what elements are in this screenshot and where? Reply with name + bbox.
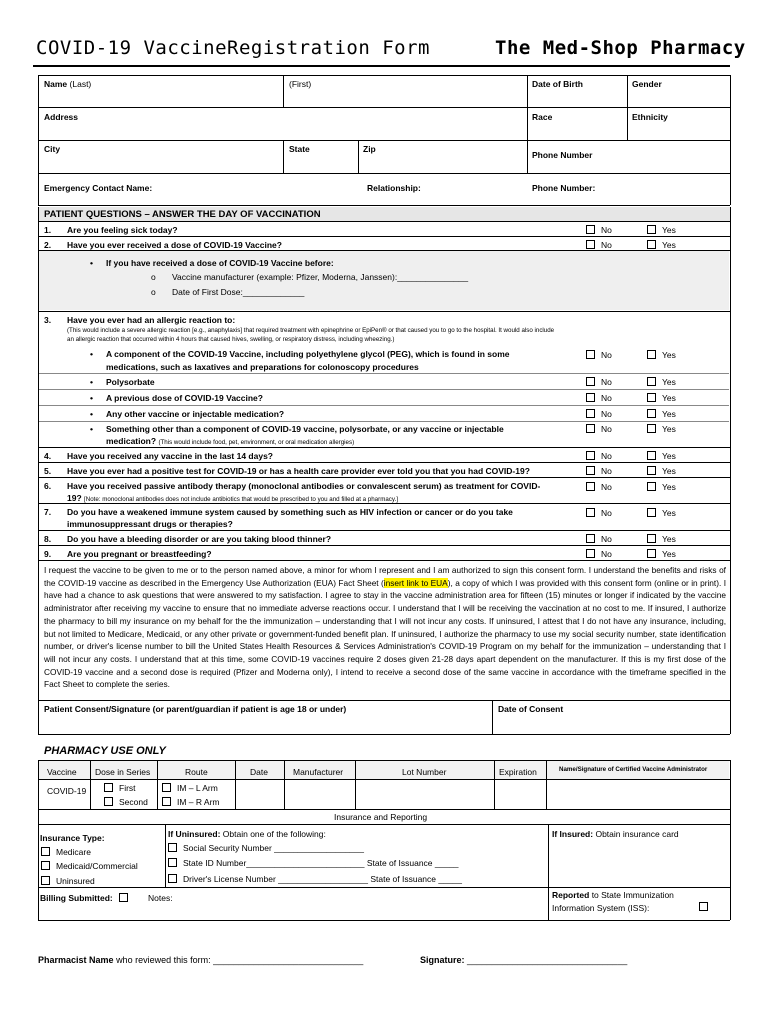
q8-yes[interactable]: Yes bbox=[647, 534, 676, 544]
medicare-option[interactable]: Medicare bbox=[41, 847, 91, 857]
checkbox-icon bbox=[586, 451, 595, 460]
checkbox-icon bbox=[647, 482, 656, 491]
q1-yes[interactable]: Yes bbox=[647, 225, 676, 235]
q3-number: 3. bbox=[44, 315, 52, 325]
checkbox-icon bbox=[647, 451, 656, 460]
consent-rule-bottom bbox=[38, 734, 730, 735]
q3a-no[interactable]: No bbox=[586, 350, 612, 360]
bullet: • bbox=[90, 409, 93, 419]
name-last-field[interactable]: Name (Last) bbox=[44, 79, 92, 89]
q5-text: Have you ever had a positive test for COVID-19 or has a health care provider ever told you that you had COVID-19? bbox=[67, 466, 530, 476]
checkbox-icon bbox=[168, 858, 177, 867]
checkbox-icon bbox=[647, 409, 656, 418]
q3-e-text-1: Something other than a component of COVID-19 vaccine, polysorbate, or any vaccine or injectable bbox=[106, 424, 504, 434]
col-admin: Name/Signature of Certified Vaccine Administrator bbox=[559, 766, 708, 773]
consent-right-rule bbox=[730, 700, 731, 734]
q2-sub-text: If you have received a dose of COVID-19 Vaccine before: bbox=[106, 258, 334, 268]
checkbox-icon bbox=[586, 240, 595, 249]
q2-yes[interactable]: Yes bbox=[647, 240, 676, 250]
reported-label: Reported to State Immunization bbox=[552, 890, 674, 900]
q3c-yes[interactable]: Yes bbox=[647, 393, 676, 403]
dose-second-option[interactable]: Second bbox=[104, 797, 148, 807]
ethnicity-field[interactable]: Ethnicity bbox=[632, 112, 668, 122]
q5-number: 5. bbox=[44, 466, 52, 476]
emergency-contact-field[interactable]: Emergency Contact Name: bbox=[44, 183, 153, 193]
q4-yes[interactable]: Yes bbox=[647, 451, 676, 461]
checkbox-icon bbox=[162, 797, 171, 806]
q2-sub-bullet-b: o bbox=[151, 287, 156, 297]
checkbox-icon bbox=[586, 482, 595, 491]
billing-submitted-option[interactable]: Billing Submitted: bbox=[40, 893, 134, 903]
if-insured-label: If Insured: Obtain insurance card bbox=[552, 829, 679, 839]
q3-e-line-2: medication? (This would include food, pet, environment, or oral medication allergies) bbox=[106, 436, 355, 446]
q7-text-1: Do you have a weakened immune system caused by something such as HIV infection or cancer or do you take bbox=[67, 507, 513, 517]
q3b-yes[interactable]: Yes bbox=[647, 377, 676, 387]
consent-date-field[interactable]: Date of Consent bbox=[498, 704, 564, 714]
pharmacist-name-field[interactable]: Pharmacist Name who reviewed this form: ______________________________ bbox=[38, 955, 364, 965]
eua-link[interactable]: insert link to EUA bbox=[383, 577, 448, 588]
q8-no[interactable]: No bbox=[586, 534, 612, 544]
checkbox-icon bbox=[586, 393, 595, 402]
pharmacist-signature-field[interactable]: Signature: ________________________________ bbox=[420, 955, 628, 965]
q4-text: Have you received any vaccine in the last 14 days? bbox=[67, 451, 273, 461]
bullet: • bbox=[90, 393, 93, 403]
q3-text: Have you ever had an allergic reaction to: bbox=[67, 315, 236, 325]
phone-field[interactable]: Phone Number bbox=[532, 150, 593, 160]
checkbox-icon bbox=[168, 843, 177, 852]
q3c-no[interactable]: No bbox=[586, 393, 612, 403]
ssn-option[interactable]: Social Security Number ___________________ bbox=[168, 843, 364, 853]
q8-text: Do you have a bleeding disorder or are you taking blood thinner? bbox=[67, 534, 332, 544]
checkbox-icon bbox=[647, 534, 656, 543]
col-date: Date bbox=[250, 767, 268, 777]
checkbox-icon bbox=[41, 861, 50, 870]
q9-text: Are you pregnant or breastfeeding? bbox=[67, 549, 212, 559]
q2-number: 2. bbox=[44, 240, 52, 250]
notes-field[interactable]: Notes: bbox=[148, 893, 173, 903]
form-title: COVID-19 VaccineRegistration Form bbox=[36, 37, 430, 59]
checkbox-icon bbox=[647, 466, 656, 475]
q2-text: Have you ever received a dose of COVID-19 Vaccine? bbox=[67, 240, 282, 250]
q8-number: 8. bbox=[44, 534, 52, 544]
checkbox-icon bbox=[586, 424, 595, 433]
q3b-no[interactable]: No bbox=[586, 377, 612, 387]
insurance-reporting-header: Insurance and Reporting bbox=[334, 812, 428, 822]
consent-text: I request the vaccine to be given to me or to the person named above, a minor for whom I represent and I am authorized to sign this consent form. I understand the benefits and risks of the COVID-19 vaccine as described in the Emergency Use Authorization (EUA) Fact Sheet (insert link to EUA), a copy of which I was provided with this consent form (online or in print). I have had a chance to ask questions that were answered to my satisfaction. I agree to stay in the vaccine administration area for fifteen (15) minutes or longer if indicated by the vaccine administrator after receiving my vaccine to ensure that no immediate adverse reactions occur. I understand that I will be receiving the vaccination at no cost to me. If insured, I authorize the pharmacy to bill my insurance on my behalf for the the immunization – understanding that I will not incur any costs. If uninsured, I attest that I do not have any insurance, including, but not limited to Medicare, Medicaid, or any other private or government-funded benefit plan. If uninsured, I authorize the pharmacy to use my social security number, state identification number, or driver's license number to bill the United States Health Resources & Services Administration's COVID-19 Program on my behalf for the immunization – understanding that I will not incur any costs. I understand that at this time, some COVID-19 vaccines require 2 doses given 21-28 days apart dependent on the manufacturer. If this is my first dose of the COVID-19 vaccine and a second dose is required (Pfizer and Moderna only), I intend to receive a second dose of the same vaccine in accordance with the timeframe specified in the Fact Sheet to complete the series. bbox=[44, 565, 726, 690]
checkbox-icon bbox=[586, 549, 595, 558]
bullet: • bbox=[90, 377, 93, 387]
checkbox-icon bbox=[586, 377, 595, 386]
consent-left-rule bbox=[38, 700, 39, 734]
reported-label-2: Information System (ISS): bbox=[552, 903, 650, 913]
q3e-no[interactable]: No bbox=[586, 424, 612, 434]
q1-number: 1. bbox=[44, 225, 52, 235]
q9-no[interactable]: No bbox=[586, 549, 612, 559]
checkbox-icon bbox=[41, 876, 50, 885]
checkbox-icon bbox=[168, 874, 177, 883]
vaccine-value: COVID-19 bbox=[47, 786, 87, 796]
checkbox-icon bbox=[699, 902, 708, 911]
q7-text-2: immunosuppressant drugs or therapies? bbox=[67, 519, 233, 529]
checkbox-icon bbox=[586, 534, 595, 543]
q3-note-1: (This would include a severe allergic reaction [e.g., anaphylaxis] that required treatment with epinephrine or EpiPen® or that caused you to go to the hospital. It would also include bbox=[67, 327, 555, 334]
checkbox-icon bbox=[41, 847, 50, 856]
name-first-field[interactable]: (First) bbox=[289, 79, 312, 89]
q1-text: Are you feeling sick today? bbox=[67, 225, 178, 235]
checkbox-icon bbox=[586, 409, 595, 418]
col-manufacturer: Manufacturer bbox=[293, 767, 344, 777]
checkbox-icon bbox=[647, 377, 656, 386]
patient-signature-field[interactable]: Patient Consent/Signature (or parent/guardian if patient is age 18 or under) bbox=[44, 704, 347, 714]
q3-b-text: Polysorbate bbox=[106, 377, 155, 387]
q3-a-text-1: A component of the COVID-19 Vaccine, including polyethylene glycol (PEG), which is found in some bbox=[106, 349, 510, 359]
checkbox-icon bbox=[647, 549, 656, 558]
q6-number: 6. bbox=[44, 481, 52, 491]
checkbox-icon bbox=[647, 508, 656, 517]
q3d-yes[interactable]: Yes bbox=[647, 409, 676, 419]
checkbox-icon bbox=[647, 393, 656, 402]
q9-yes[interactable]: Yes bbox=[647, 549, 676, 559]
checkbox-icon bbox=[586, 508, 595, 517]
col-expiration: Expiration bbox=[499, 767, 537, 777]
q3-a-text-2: medications, such as laxatives and preparations for colonoscopy procedures bbox=[106, 362, 419, 372]
iss-reported-checkbox[interactable] bbox=[699, 902, 714, 912]
bullet: • bbox=[90, 349, 93, 359]
checkbox-icon bbox=[586, 466, 595, 475]
checkbox-icon bbox=[104, 797, 113, 806]
state-id-option[interactable]: State ID Number_________________________ State of Issuance _____ bbox=[168, 858, 459, 868]
q7-no[interactable]: No bbox=[586, 508, 612, 518]
q2-sub-bullet: • bbox=[90, 258, 93, 268]
route-right-arm-option[interactable]: IM – R Arm bbox=[162, 797, 220, 807]
relationship-field[interactable]: Relationship: bbox=[367, 183, 421, 193]
q7-number: 7. bbox=[44, 507, 52, 517]
medicaid-option[interactable]: Medicaid/Commercial bbox=[41, 861, 138, 871]
zip-field[interactable]: Zip bbox=[363, 144, 376, 154]
col-vaccine: Vaccine bbox=[47, 767, 77, 777]
consent-rule bbox=[38, 700, 730, 701]
checkbox-icon bbox=[647, 240, 656, 249]
q6-line-2: 19? [Note: monoclonal antibodies does not include antibiotics that would be prescribed to you and filled at a pharmacy.] bbox=[67, 493, 398, 503]
city-field[interactable]: City bbox=[44, 144, 61, 154]
header-rule bbox=[33, 65, 730, 67]
col-route: Route bbox=[185, 767, 208, 777]
q4-number: 4. bbox=[44, 451, 52, 461]
q3d-no[interactable]: No bbox=[586, 409, 612, 419]
q9-number: 9. bbox=[44, 549, 52, 559]
bullet: • bbox=[90, 424, 93, 434]
col-lot: Lot Number bbox=[402, 767, 447, 777]
checkbox-icon bbox=[586, 225, 595, 234]
q6-no[interactable]: No bbox=[586, 482, 612, 492]
patient-questions-header: PATIENT QUESTIONS – ANSWER THE DAY OF VACCINATION bbox=[44, 209, 321, 220]
q7-yes[interactable]: Yes bbox=[647, 508, 676, 518]
checkbox-icon bbox=[104, 783, 113, 792]
drivers-license-option[interactable]: Driver's License Number ___________________ State of Issuance _____ bbox=[168, 874, 462, 884]
pharmacy-name: The Med-Shop Pharmacy bbox=[495, 37, 746, 59]
insurance-type-label: Insurance Type: bbox=[40, 833, 105, 843]
checkbox-icon bbox=[647, 225, 656, 234]
pharmacy-use-header: PHARMACY USE ONLY bbox=[44, 745, 166, 757]
dob-field[interactable]: Date of Birth bbox=[532, 79, 583, 89]
q6-yes[interactable]: Yes bbox=[647, 482, 676, 492]
dose-first-option[interactable]: First bbox=[104, 783, 136, 793]
emergency-phone-field[interactable]: Phone Number: bbox=[532, 183, 596, 193]
consent-divider bbox=[492, 700, 493, 734]
q3a-yes[interactable]: Yes bbox=[647, 350, 676, 360]
q2-manufacturer-field[interactable]: Vaccine manufacturer (example: Pfizer, Moderna, Janssen):_______________ bbox=[172, 272, 469, 282]
uninsured-option[interactable]: Uninsured bbox=[41, 876, 95, 886]
checkbox-icon bbox=[647, 424, 656, 433]
if-uninsured-label: If Uninsured: Obtain one of the following: bbox=[168, 829, 326, 839]
q3e-yes[interactable]: Yes bbox=[647, 424, 676, 434]
q1-no[interactable]: No bbox=[586, 225, 612, 235]
checkbox-icon bbox=[162, 783, 171, 792]
q5-yes[interactable]: Yes bbox=[647, 466, 676, 476]
q3-note-2: an allergic reaction that occurred within 4 hours that caused hives, swelling, or respiratory distress, including wheezing.) bbox=[67, 336, 395, 343]
gender-field[interactable]: Gender bbox=[632, 79, 662, 89]
checkbox-icon bbox=[647, 350, 656, 359]
q2-no[interactable]: No bbox=[586, 240, 612, 250]
route-left-arm-option[interactable]: IM – L Arm bbox=[162, 783, 218, 793]
q2-first-dose-field[interactable]: Date of First Dose:_____________ bbox=[172, 287, 305, 297]
address-field[interactable]: Address bbox=[44, 112, 79, 122]
q3-c-text: A previous dose of COVID-19 Vaccine? bbox=[106, 393, 263, 403]
q6-text-1: Have you received passive antibody therapy (monoclonal antibodies or convalescent serum) as treatment for COVID- bbox=[67, 481, 541, 491]
checkbox-icon bbox=[586, 350, 595, 359]
col-dose: Dose in Series bbox=[95, 767, 151, 777]
q2-sub-bullet-a: o bbox=[151, 272, 156, 282]
race-field[interactable]: Race bbox=[532, 112, 553, 122]
checkbox-icon bbox=[119, 893, 128, 902]
q4-no[interactable]: No bbox=[586, 451, 612, 461]
q5-no[interactable]: No bbox=[586, 466, 612, 476]
q3-d-text: Any other vaccine or injectable medication? bbox=[106, 409, 285, 419]
state-field[interactable]: State bbox=[289, 144, 310, 154]
